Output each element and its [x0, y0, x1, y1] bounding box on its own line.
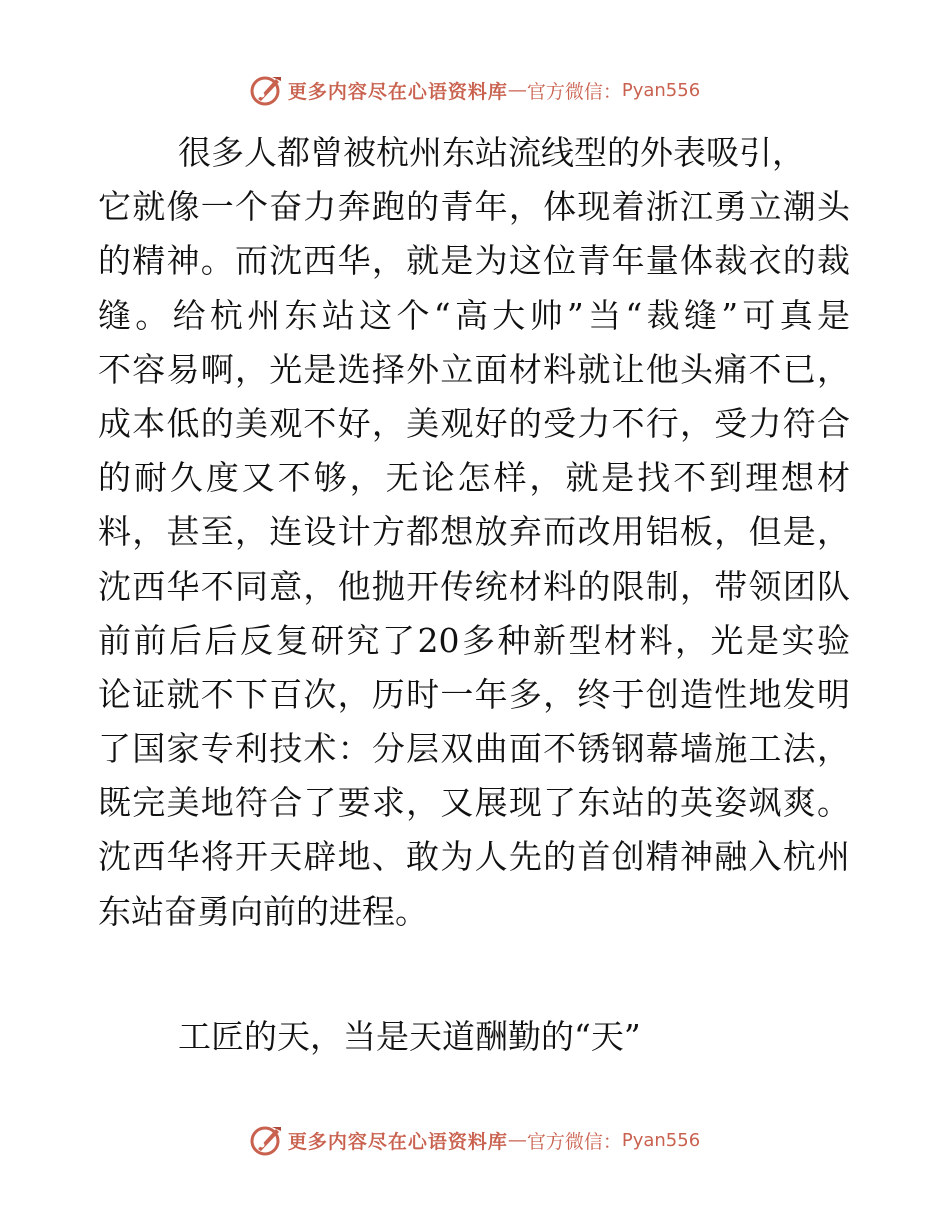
- paragraph-line: 东站奋勇向前的进程。: [98, 891, 428, 931]
- footer-banner: [0, 1120, 950, 1160]
- section-heading: 工匠的天，当是天道酬勤的“天”: [178, 1017, 641, 1056]
- banner-dash: —: [507, 1129, 527, 1151]
- paragraph-line: 沈西华将开天辟地、敢为人先的首创精神融入杭州: [98, 837, 850, 877]
- banner-wechat-label: 官方微信：: [526, 1130, 622, 1153]
- paragraph-line: 缝。给杭州东站这个“高大帅”当“裁缝”可真是: [98, 295, 850, 335]
- paragraph-line: 很多人都曾被杭州东站流线型的外表吸引，: [178, 133, 805, 172]
- paragraph-line: 它就像一个奋力奔跑的青年，体现着浙江勇立潮头: [98, 187, 850, 227]
- paragraph-line: 料，甚至，连设计方都想放弃而改用铝板，但是，: [98, 512, 850, 552]
- paragraph-line: 前前后后反复研究了20多种新型材料，光是实验: [98, 620, 850, 660]
- banner-brand-text: 更多内容尽在心语资料库: [287, 80, 508, 103]
- banner-wechat-id: Pyan556: [621, 1129, 701, 1151]
- paragraph-line: 既完美地符合了要求，又展现了东站的英姿飒爽。: [98, 783, 850, 823]
- banner-wechat-label: 官方微信：: [526, 80, 622, 103]
- quill-pen-circle-icon: [250, 73, 284, 107]
- banner-dash: —: [507, 79, 527, 101]
- quill-pen-circle-icon: [250, 1123, 284, 1157]
- banner-brand-text: 更多内容尽在心语资料库: [287, 1130, 508, 1153]
- paragraph-line: 的精神。而沈西华，就是为这位青年量体裁衣的裁: [98, 241, 850, 281]
- banner-wechat-id: Pyan556: [621, 79, 701, 101]
- header-banner: [0, 70, 950, 110]
- paragraph-line: 沈西华不同意，他抛开传统材料的限制，带领团队: [98, 566, 850, 606]
- paragraph-line: 成本低的美观不好，美观好的受力不行，受力符合: [98, 403, 850, 443]
- paragraph-line: 的耐久度又不够，无论怎样，就是找不到理想材: [98, 458, 850, 498]
- paragraph-line: 论证就不下百次，历时一年多，终于创造性地发明: [98, 674, 850, 714]
- paragraph-line: 了国家专利技术：分层双曲面不锈钢幕墙施工法，: [98, 729, 850, 769]
- body-paragraph: [98, 126, 850, 939]
- paragraph-line: 不容易啊，光是选择外立面材料就让他头痛不已，: [98, 349, 850, 389]
